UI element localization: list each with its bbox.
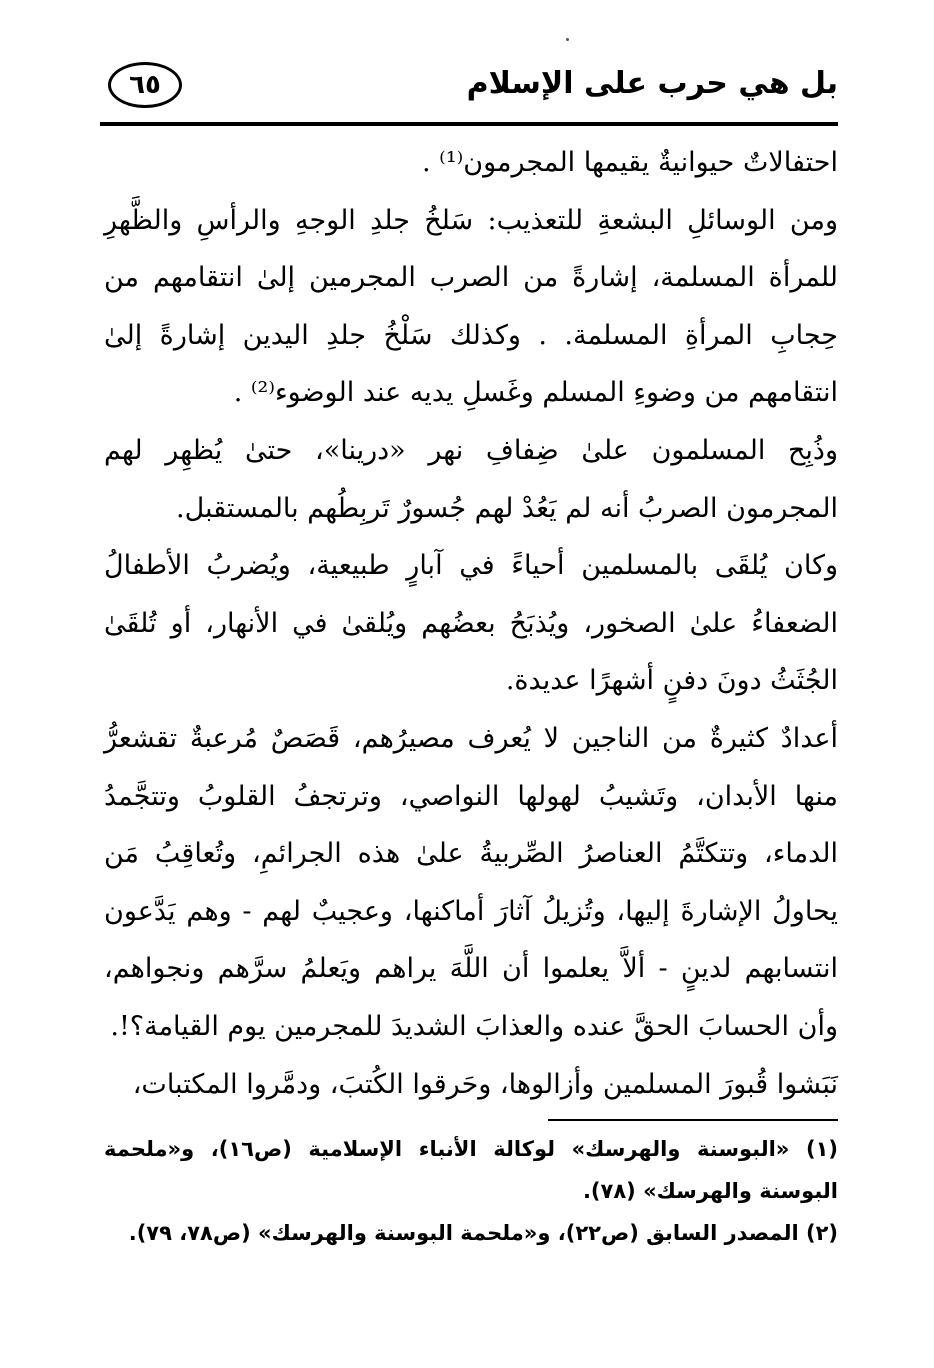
header-rule — [100, 122, 838, 126]
paragraph: احتفالاتٌ حيوانيةٌ يقيمها المجرمون⁽¹⁾ . — [422, 147, 838, 178]
paragraph: نَبَشوا قُبورَ المسلمين وأزالوها، وحَرقوا الكُتبَ، ودمَّروا المكتبات، — [132, 1068, 838, 1100]
running-head-title: بل هي حرب على الإسلام — [466, 66, 838, 101]
footnotes — [104, 1128, 838, 1254]
main-text — [104, 134, 838, 1113]
footnote-rule — [548, 1119, 838, 1121]
running-header — [100, 62, 838, 122]
footnote: (٢) المصدر السابق (ص٢٢)، و«ملحمة البوسنة والهرسك» (ص٧٨، ٧٩). — [128, 1221, 838, 1245]
page-number: ٦٥ — [108, 62, 182, 108]
paragraph: ومن الوسائلِ البشعةِ للتعذيب: سَلخُ جلدِ الوجهِ والرأسِ والظَّهرِ للمرأة المسلمة، إشارةً من الصرب المجرمين إلىٰ انتقامهم من حِجابِ المرأةِ المسلمة. . وكذلك سَلْخُ جلدِ اليدين إشارةً إلىٰ انتقامهم من وضوءِ المسلم وغَسلِ يديه عند الوضوء⁽²⁾ . — [104, 204, 838, 409]
paragraph: وكان يُلقَى بالمسلمين أحياءً في آبارٍ طبيعية، ويُضربُ الأطفالُ الضعفاءُ علىٰ الصخور، ويُذبَحُ بعضُهم ويُلقىٰ في الأنهار، أو تُلقَىٰ الجُثَثُ دونَ دفنٍ أشهرًا عديدة. — [104, 550, 838, 697]
footnote: (١) «البوسنة والهرسك» لوكالة الأنباء الإسلامية (ص١٦)، و«ملحمة البوسنة والهرسك» (٧٨). — [104, 1137, 838, 1203]
scan-speck — [566, 38, 569, 41]
paragraph: وذُبِح المسلمون علىٰ ضِفافِ نهر «درينا»، حتىٰ يُظهِر لهم المجرمون الصربُ أنه لم يَعُدْ لهم جُسورٌ تَربِطُهم بالمستقبل. — [104, 434, 838, 524]
paragraph: أعدادٌ كثيرةٌ من الناجين لا يُعرف مصيرُهم، قَصَصٌ مُرعبةٌ تقشعرُّ منها الأبدان، وتَشيبُ لهولها النواصي، وترتجفُ القلوبُ وتتجَّمدُ الدماء، وتتكتَّمُ العناصرُ الصِّربيةُ علىٰ هذه الجرائمِ، وتُعاقِبُ مَن يحاولُ الإشارةَ إليها، وتُزيلُ آثارَ أماكنها، وعجيبٌ لهم - وهم يَدَّعون انتسابهم لدينٍ - ألاَّ يعلموا أن اللَّهَ يراهم ويَعلمُ سرَّهم ونجواهم، وأن الحسابَ الحقَّ عنده والعذابَ الشديدَ للمجرمين يوم القيامة؟!. — [104, 722, 838, 1042]
